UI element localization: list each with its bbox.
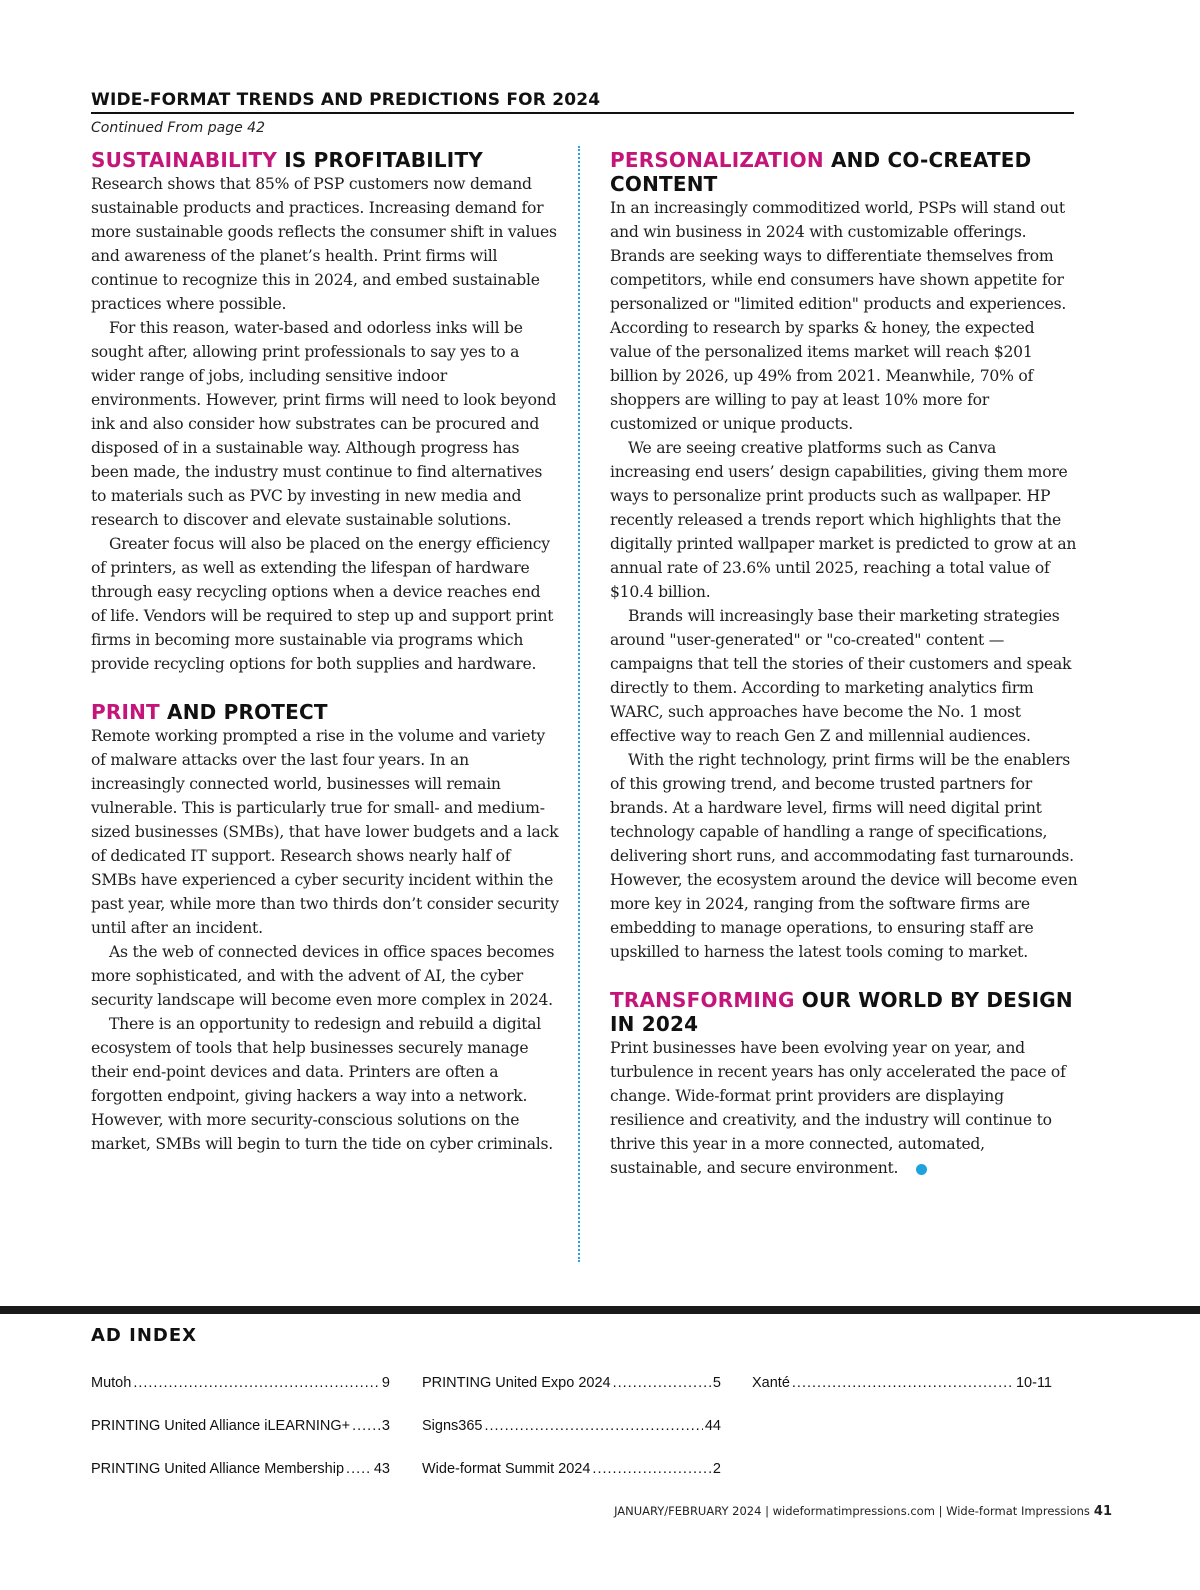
leader-dots [133,1375,380,1391]
heading-accent: SUSTAINABILITY [91,148,278,172]
ad-name: PRINTING United Alliance iLEARNING+ [91,1418,351,1434]
paragraph-text: Print businesses have been evolving year on year, and turbulence in recent years has only accelerated the pace of change. Wide-format print providers are displaying resilience and creativity, and the industry will continue to thrive this year in a more connected, automated, sustainable, and secure environment. [610,1039,1066,1177]
section-sustainability [91,148,559,676]
section-heading-print-protect [91,700,559,724]
section-print-protect [91,700,559,1156]
leader-dots [592,1461,711,1477]
heading-accent: PERSONALIZATION [610,148,824,172]
section-transforming [610,988,1078,1180]
section-heading-transforming [610,988,1078,1036]
ad-name: Signs365 [422,1418,483,1434]
paragraph: Greater focus will also be placed on the energy efficiency of printers, as well as extending the lifespan of hardware through easy recycling options when a device reaches end of life. Vendors will be required to step up and support print firms in becoming more sustainable via programs which provide recycling options for both supplies and hardware. [91,535,554,673]
ad-index-entry [752,1375,1052,1418]
leader-dots [613,1375,711,1391]
heading-accent: PRINT [91,700,160,724]
leader-dots [352,1418,380,1434]
heading-rest: IS PROFITABILITY [277,148,483,172]
paragraph: In an increasingly commoditized world, PSPs will stand out and win business in 2024 with customizable offerings. Brands are seeking ways to differentiate themselves from competitors, while end consumers have shown appetite for personalized or "limited edition" products and experiences. According to research by sparks & honey, the expected value of the personalized items market will reach $201 billion by 2026, up 49% from 2021. Meanwhile, 70% of shoppers are willing to pay at least 10% more for customized or unique products. [610,199,1067,433]
ad-page: 2 [712,1461,721,1477]
ad-index-column-1 [91,1375,390,1504]
paragraph: Research shows that 85% of PSP customers now demand sustainable products and practices. Increasing demand for more sustainable goods reflects the consumer shift in values and awareness of the planet’s health. Print firms will continue to recognize this in 2024, and embed sustainable practices where possible. [91,175,557,313]
ad-page: 5 [712,1375,721,1391]
ad-index-entry [422,1375,721,1418]
heading-rest: AND PROTECT [159,700,328,724]
ad-page: 9 [381,1375,390,1391]
ad-index-column-2 [422,1375,721,1504]
right-column [610,148,1078,1180]
ad-name: PRINTING United Alliance Membership [91,1461,345,1477]
heading-rest: AND CO-CREATED CONTENT [610,148,1032,196]
ad-index-entry [91,1461,390,1504]
ad-page: 10-11 [1015,1375,1052,1391]
continued-note: Continued From page 42 [91,120,265,136]
heading-accent: TRANSFORMING [610,988,795,1012]
ad-name: PRINTING United Expo 2024 [422,1375,611,1391]
ad-index-title: AD INDEX [91,1325,198,1346]
ad-index-entry [91,1375,390,1418]
ad-index-column-3 [752,1375,1052,1418]
paragraph [610,1036,1078,1180]
paragraph: Remote working prompted a rise in the volume and variety of malware attacks over the last four years. In an increasingly connected world, businesses will remain vulnerable. This is particularly true for small- and medium-sized businesses (SMBs), that have lower budgets and a lack of dedicated IT support. Research shows nearly half of SMBs have experienced a cyber security incident within the past year, while more than two thirds don’t consider security until after an incident. [91,727,559,937]
paragraph: Brands will increasingly base their marketing strategies around "user-generated" or "co-created" content — campaigns that tell the stories of their customers and speak directly to them. According to marketing analytics firm WARC, such approaches have become the No. 1 most effective way to reach Gen Z and millennial audiences. [610,607,1072,745]
ad-index-rule [0,1306,1200,1314]
ad-index-entry [422,1461,721,1504]
ad-page: 3 [381,1418,390,1434]
footer-text: JANUARY/FEBRUARY 2024 | wideformatimpressions.com | Wide-format Impressions [614,1504,1090,1518]
section-heading-sustainability [91,148,559,172]
ad-name: Wide-format Summit 2024 [422,1461,591,1477]
ad-page: 43 [373,1461,390,1477]
ad-index-entry [91,1418,390,1461]
section-personalization [610,148,1078,964]
ad-name: Mutoh [91,1375,132,1391]
section-heading-personalization [610,148,1078,196]
heading-rest: OUR WORLD BY DESIGN IN 2024 [610,988,1073,1036]
column-divider [578,146,580,1262]
end-of-article-dot-icon [916,1164,927,1175]
paragraph: With the right technology, print firms will be the enablers of this growing trend, and become trusted partners for brands. At a hardware level, firms will need digital print technology capable of handling a range of specifications, delivering short runs, and accommodating fast turnarounds. However, the ecosystem around the device will become even more key in 2024, ranging from the software firms are embedding to manage operations, to ensuring staff are upskilled to harness the latest tools coming to market. [610,751,1078,961]
paragraph: We are seeing creative platforms such as Canva increasing end users’ design capabilities, giving them more ways to personalize print products such as wallpaper. HP recently released a trends report which highlights that the digitally printed wallpaper market is predicted to grow at an annual rate of 23.6% until 2025, reaching a total value of $10.4 billion. [610,439,1077,601]
ad-page: 44 [704,1418,721,1434]
page-header-title: WIDE-FORMAT TRENDS AND PREDICTIONS FOR 2024 [91,90,1074,114]
ad-index-entry [422,1418,721,1461]
leader-dots [346,1461,372,1477]
paragraph: For this reason, water-based and odorless inks will be sought after, allowing print professionals to say yes to a wider range of jobs, including sensitive indoor environments. However, print firms will need to look beyond ink and also consider how substrates can be procured and disposed of in a sustainable way. Although progress has been made, the industry must continue to find alternatives to materials such as PVC by investing in new media and research to discover and elevate sustainable solutions. [91,319,557,529]
leader-dots [792,1375,1014,1391]
page-number: 41 [1093,1504,1112,1519]
left-column [91,148,559,1156]
ad-name: Xanté [752,1375,790,1391]
leader-dots [484,1418,702,1434]
paragraph: As the web of connected devices in office spaces becomes more sophisticated, and with the advent of AI, the cyber security landscape will become even more complex in 2024. [91,943,555,1009]
page-footer [614,1504,1112,1519]
paragraph: There is an opportunity to redesign and rebuild a digital ecosystem of tools that help businesses securely manage their end-point devices and data. Printers are often a forgotten endpoint, giving hackers a way into a network. However, with more security-conscious solutions on the market, SMBs will begin to turn the tide on cyber criminals. [91,1015,553,1153]
